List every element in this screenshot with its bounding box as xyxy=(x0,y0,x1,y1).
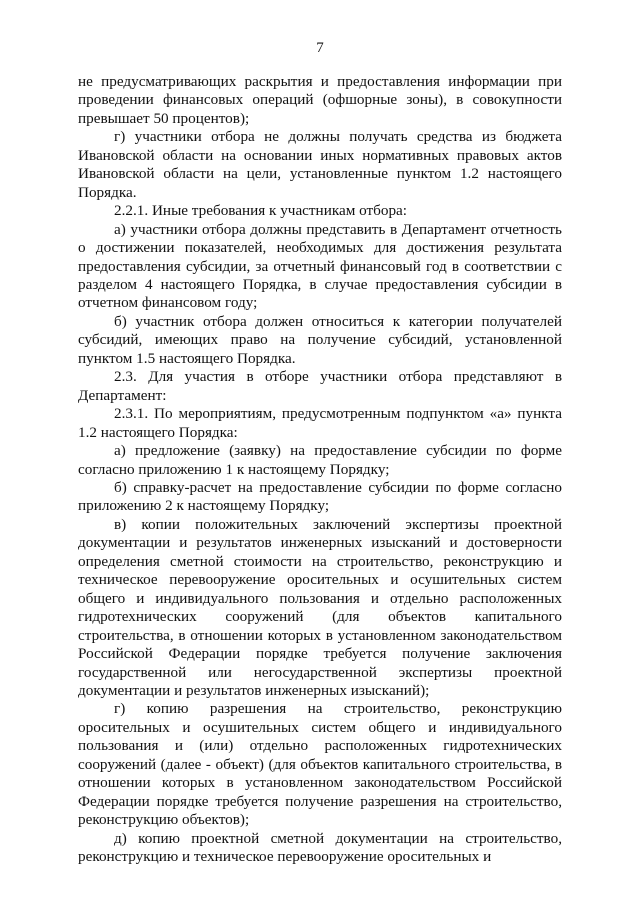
page-number: 7 xyxy=(316,40,324,56)
paragraph-1: не предусматривающих раскрытия и предоставления информации при проведении финансовых операций (офшорные зоны), в совокупности превышает 50 процентов); xyxy=(78,73,562,127)
paragraph-5: б) участник отбора должен относиться к категории получателей субсидий, имеющих право на получение субсидий, установленной пунктом 1.5 настоящего Порядка. xyxy=(78,312,562,367)
paragraph-11: г) копию разрешения на строительство, реконструкцию оросительных и осушительных систем общего и индивидуального пользования и (или) отдельно расположенных гидротехнических сооружений (далее - объект) (для объектов капитального строительства, в отношении которых в установленном законодательством Российской Федерации порядке требуется получение разрешения на строительство, реконструкцию объектов); xyxy=(78,700,562,829)
paragraph-3: 2.2.1. Иные требования к участникам отбора: xyxy=(114,202,408,220)
paragraph-6: 2.3. Для участия в отборе участники отбора представляют в Департамент: xyxy=(78,368,562,404)
body-text xyxy=(78,73,562,866)
paragraph-9: б) справку-расчет на предоставление субсидии по форме согласно приложению 2 к настоящему Порядку; xyxy=(78,478,562,515)
paragraph-2: г) участники отбора не должны получать средства из бюджета Ивановской области на основании иных нормативных правовых актов Ивановской области на цели, установленные пунктом 1.2 настоящего Порядка. xyxy=(78,128,562,201)
paragraph-4: а) участники отбора должны представить в Департамент отчетность о достижении показателей, необходимых для достижения результата предоставления субсидии, за отчетный финансовый год в соответствии с разделом 4 настоящего Порядка, в случае предоставления субсидии в отчетном финансовом году; xyxy=(78,220,562,312)
paragraph-10: в) копии положительных заключений экспертизы проектной документации и результатов инженерных изысканий и достоверности определения сметной стоимости на строительство, реконструкцию и техническое перевооружение оросительных и осушительных систем общего и индивидуального пользования и отдельно расположенных гидротехнических сооружений (для объектов капитального строительства, в отношении которых в установленном законодательством Российской Федерации порядке требуется получение заключения государственной или негосударственной экспертизы проектной документации и результатов инженерных изысканий); xyxy=(78,515,562,699)
paragraph-12: д) копию проектной сметной документации на строительство, реконструкцию и техническое перевооружение оросительных и xyxy=(78,829,562,866)
paragraph-7: 2.3.1. По мероприятиям, предусмотренным подпунктом «а» пункта 1.2 настоящего Порядка: xyxy=(78,405,562,441)
paragraph-8: а) предложение (заявку) на предоставление субсидии по форме согласно приложению 1 к настоящему Порядку; xyxy=(78,442,562,478)
